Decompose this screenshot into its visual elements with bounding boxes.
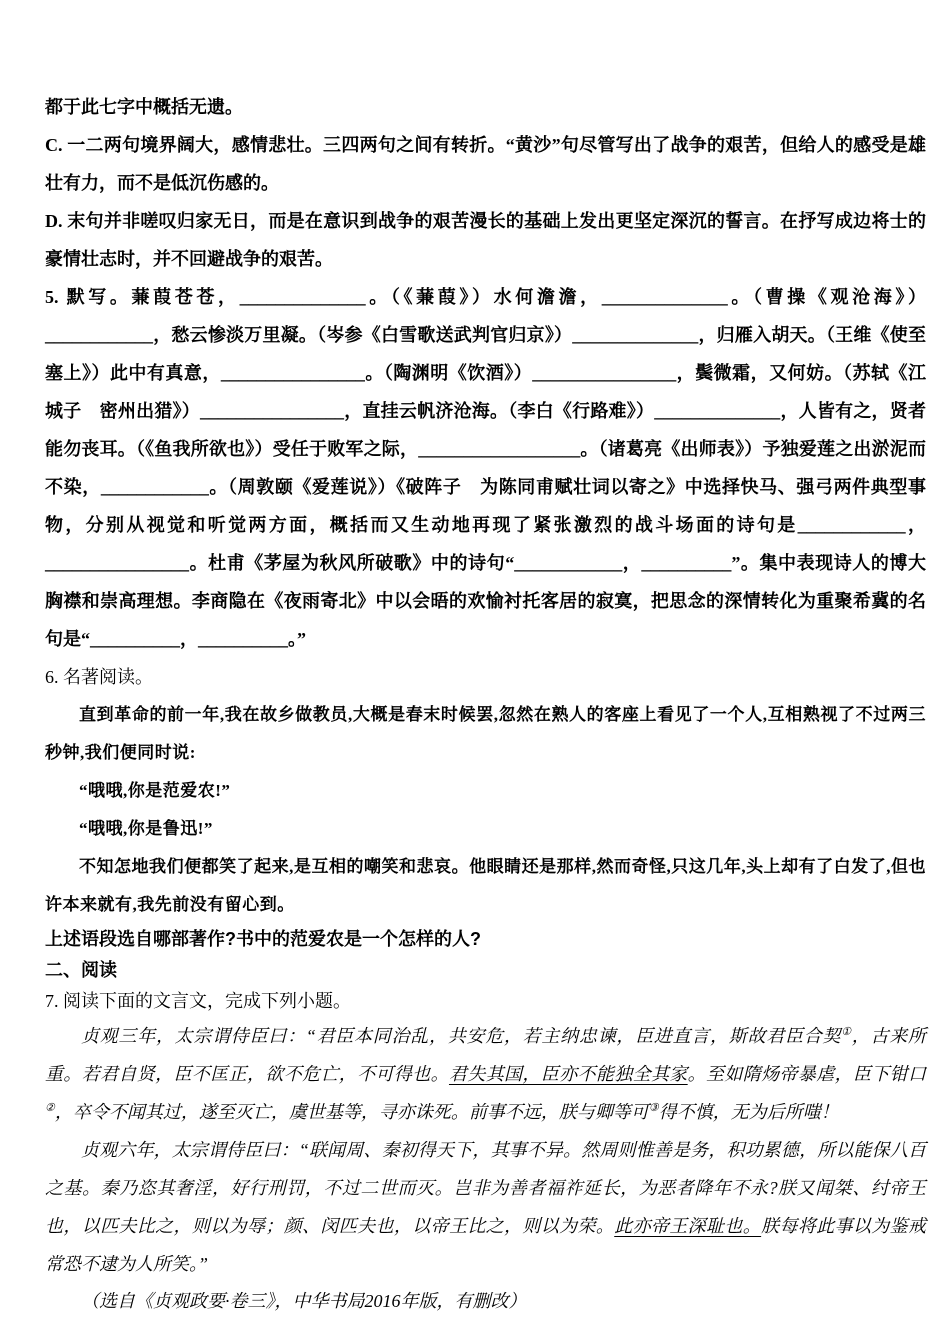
annotation-mark-1: ① xyxy=(841,1026,852,1038)
wenyan1-text-4: ，卒令不闻其过，遂至灭亡，虞世基等，寻亦诛死。前事不远，朕与卿等可 xyxy=(54,1102,649,1122)
carryover-line: 都于此七字中概括无遗。 xyxy=(45,97,243,117)
wenyan2-text-1: 贞观六年，太宗谓侍臣曰：“联闻周、秦初得天下，其事不异。然周则惟善是务，积功累德，所以能保八百之基。秦乃恣其奢淫，好行刑罚，不过二世而灭。岂非为善者福祚延长，为恶者降年不永?朕又闻桀、纣帝王也，以匹夫比之，则以为辱；颜、闵匹夫也，以帝王比之，则以为荣。 xyxy=(45,1140,926,1236)
question-5-dictation: 5. 默写。蒹葭苍苍，______________。（《蒹葭》）水何澹澹，______________。（曹操《观沧海》）____________，愁云惨淡万里凝。（岑参《白雪歌送武判官归京》）______________，归雁入胡天。（王维《使至塞上》）此中有真意，________________。（陶渊明《饮酒》）________________，鬓微霜，又何妨。（苏轼《江城子 密州出猎》）________________，直挂云帆济沧海。（李白《行路难》）______________，人皆有之，贤者能勿丧耳。（《鱼我所欲也》）受任于败军之际，__________________。（诸葛亮《出师表》）予独爱莲之出淤泥而不染，____________。（周敦颐《爱莲说》）《破阵子 为陈同甫赋壮词以寄之》中选择快马、强弓两件典型事物，分别从视觉和听觉两方面，概括而又生动地再现了紧张激烈的战斗场面的诗句是____________，________________。杜甫《茅屋为秋风所破歌》中的诗句“____________，__________”。集中表现诗人的博大胸襟和崇高理想。李商隐在《夜雨寄北》中以会晤的欢愉衬托客居的寂寞，把思念的深情转化为重聚希冀的名句是“__________，__________。” xyxy=(45,287,926,649)
wenyan1-text-1: 贞观三年，太宗谓侍臣曰：“君臣本同治乱，共安危，若主纳忠谏，臣进直言，斯故君臣合契 xyxy=(81,1026,842,1046)
q6-question-prompt: 上述语段选自哪部著作?书中的范爱农是一个怎样的人? xyxy=(45,929,481,949)
q6-excerpt-paragraph-2: 不知怎地我们便都笑了起来,是互相的嘲笑和悲哀。他眼睛还是那样,然而奇怪,只这几年,头上却有了白发了,但也许本来就有,我先前没有留心到。 xyxy=(45,857,926,914)
wenyan-paragraph-1 xyxy=(45,1017,926,1131)
annotation-mark-3: ③ xyxy=(648,1102,659,1114)
question-7-header: 7. 阅读下面的文言文，完成下列小题。 xyxy=(45,991,351,1011)
section-2-heading: 二、阅读 xyxy=(45,960,117,980)
wenyan2-underlined-sentence: 此亦帝王深耻也。 xyxy=(614,1216,762,1236)
wenyan1-text-2: ，古来所重。若君自贤，臣不匡正，欲不危亡，不可得也。 xyxy=(45,1026,927,1084)
q6-excerpt-line-luxun: “哦哦,你是鲁迅!” xyxy=(79,819,213,838)
option-d: D. 末句并非嗟叹归家无日，而是在意识到战争的艰苦漫长的基础上发出更坚定深沉的誓言。在抒写成边将士的豪情壮志时，并不回避战争的艰苦。 xyxy=(45,211,926,269)
wenyan1-underlined-sentence: 君失其国，臣亦不能独全其家 xyxy=(448,1064,688,1084)
wenyan1-text-5: 得不慎，无为后所嗤！ xyxy=(658,1102,839,1122)
q6-excerpt-paragraph-1: 直到革命的前一年,我在故乡做教员,大概是春末时候罢,忽然在熟人的客座上看见了一个人,互相熟视了不过两三秒钟,我们便同时说: xyxy=(45,705,926,762)
wenyan2-text-2: 朕每将此事以为鉴戒常恐不逮为人所笑。” xyxy=(45,1216,927,1274)
annotation-mark-2: ② xyxy=(45,1102,55,1114)
wenyan-paragraph-2 xyxy=(45,1131,926,1283)
source-attribution: （选自《贞观政要·卷三》，中华书局2016年版，有删改） xyxy=(81,1291,527,1311)
q6-excerpt-line-fan-ainong: “哦哦,你是范爱农!” xyxy=(79,781,231,800)
wenyan1-text-3: 。至如隋炀帝暴虐，臣下钳口 xyxy=(687,1064,927,1084)
option-c: C. 一二两句境界阔大，感情悲壮。三四两句之间有转折。“黄沙”句尽管写出了战争的艰苦，但给人的感受是雄壮有力，而不是低沉伤感的。 xyxy=(45,135,926,193)
question-6-header: 6. 名著阅读。 xyxy=(45,667,153,687)
